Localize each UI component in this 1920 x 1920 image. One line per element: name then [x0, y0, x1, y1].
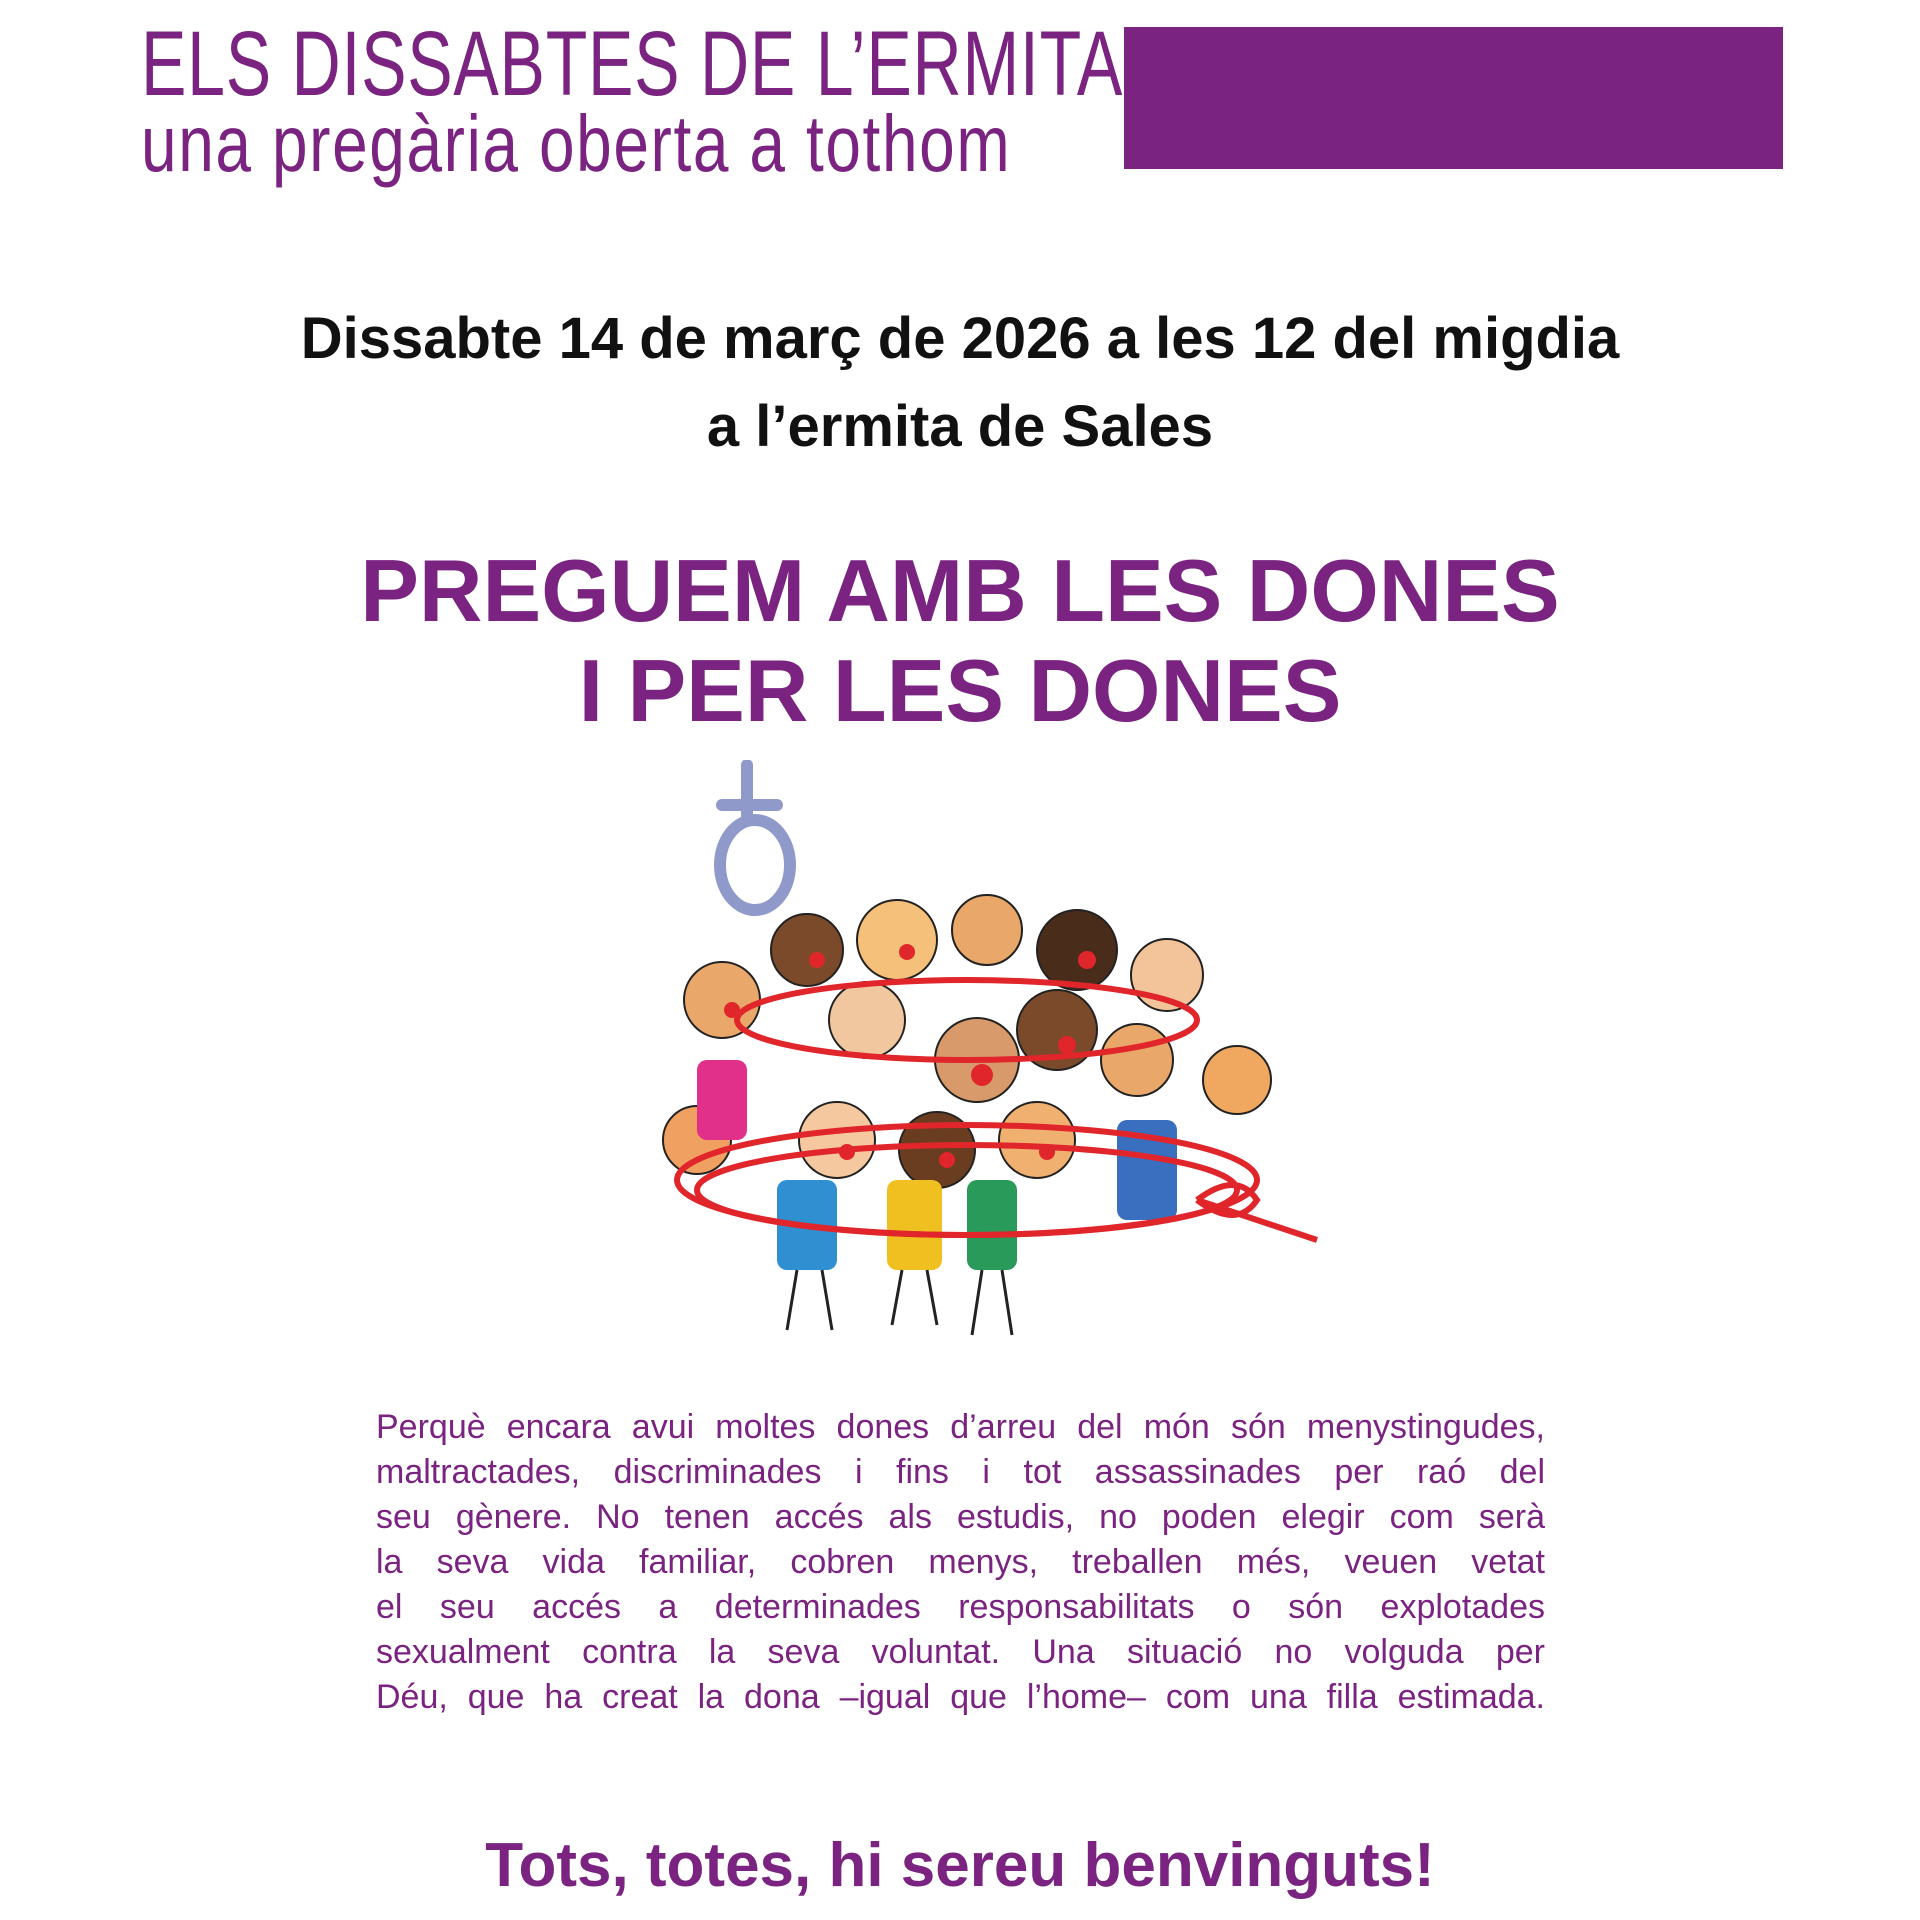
paragraph-line: el seu accés a determinades responsabilitats o són explotades: [376, 1588, 1545, 1626]
event-date: Dissabte 14 de març de 2026 a les 12 del migdia: [300, 306, 1620, 371]
paragraph-line: sexualment contra la seva voluntat. Una situació no volguda per: [376, 1633, 1545, 1671]
headline-line-1: PREGUEM AMB LES DONES: [360, 541, 1560, 640]
welcome-footer: Tots, totes, hi sereu benvinguts!: [485, 1831, 1435, 1900]
paragraph-line: seu gènere. No tenen accés als estudis, no poden elegir com serà: [376, 1498, 1545, 1536]
paragraph-line: la seva vida familiar, cobren menys, treballen més, veuen vetat: [376, 1543, 1545, 1581]
paragraph-line: Perquè encara avui moltes dones d’arreu del món són menystingudes,: [376, 1408, 1545, 1446]
women-crowd-illustration: [637, 760, 1335, 1350]
headline-line-2: I PER LES DONES: [578, 641, 1342, 740]
series-subtitle: una pregària oberta a tothom: [141, 99, 1012, 188]
series-title: ELS DISSABTES DE L’ERMITA: [141, 13, 1123, 115]
paragraph-line: maltractades, discriminades i fins i tot assassinades per raó del: [376, 1453, 1545, 1491]
purple-banner-block: [1124, 27, 1783, 169]
crowd-figures: [663, 895, 1271, 1335]
paragraph-line: Déu, que ha creat la dona –igual que l’home– com una filla estimada.: [376, 1678, 1545, 1716]
venus-symbol-icon: [720, 765, 790, 910]
event-place: a l’ermita de Sales: [706, 394, 1214, 459]
body-paragraph: [376, 1405, 1545, 1720]
